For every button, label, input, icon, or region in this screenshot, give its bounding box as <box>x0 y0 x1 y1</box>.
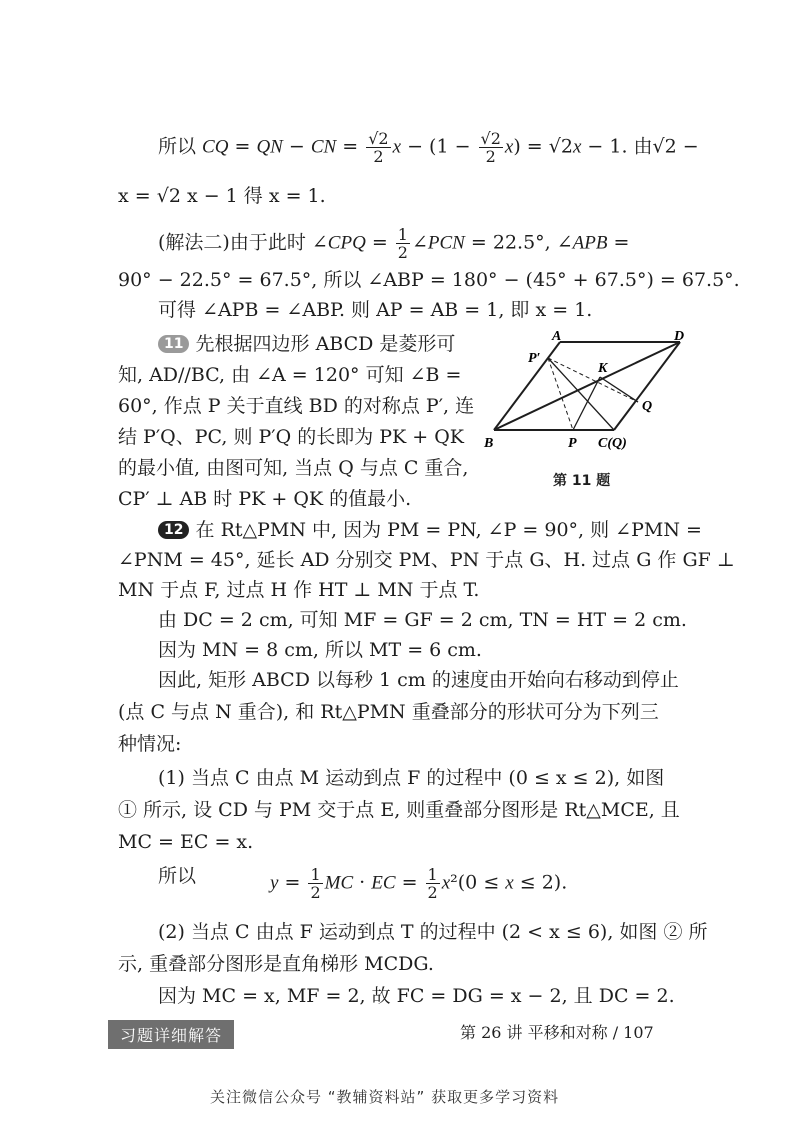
line-4: 90° − 22.5° = 67.5°, 所以 ∠ABP = 180° − (45° + 67.5°) = 67.5°. <box>118 269 740 291</box>
label-q: Q <box>642 399 653 414</box>
p12-line-14: (2) 当点 C 由点 F 运动到点 T 的过程中 (2 < x ≤ 6), 如图 ② 所 <box>158 921 708 943</box>
p12-line-6: 因此, 矩形 ABCD 以每秒 1 cm 的速度由开始向右移动到停止 <box>158 669 679 691</box>
p11-line-3: 60°, 作点 P 关于直线 BD 的对称点 P′, 连 <box>118 395 475 417</box>
p12-line-5: 因为 MN = 8 cm, 所以 MT = 6 cm. <box>158 639 482 661</box>
p12-line-4: 由 DC = 2 cm, 可知 MF = GF = 2 cm, TN = HT = 2 cm. <box>158 609 687 631</box>
line-3: (解法二)由于此时 ∠CPQ = $\frac{1}{2}$ ∠PCN = 22.5°, ∠APB = <box>158 225 630 262</box>
p11-line-2: 知, AD//BC, 由 ∠A = 120° 可知 ∠B = <box>118 364 462 386</box>
segment-kq <box>600 377 638 402</box>
p12-line-2: ∠PNM = 45°, 延长 AD 分别交 PM、PN 于点 G、H. 过点 G 作 GF ⊥ <box>118 549 735 571</box>
p12-line-9: (1) 当点 C 由点 M 运动到点 F 的过程中 (0 ≤ x ≤ 2), 如图 <box>158 767 665 789</box>
line-5: 可得 ∠APB = ∠ABP. 则 AP = AB = 1, 即 x = 1. <box>158 299 593 321</box>
p11-number: 11 <box>158 335 189 353</box>
edge-ab <box>494 342 560 430</box>
p12-number: 12 <box>158 521 189 539</box>
p12-formula: y = $\frac{1}{2}$ MC · EC = $\frac{1}{2}$ x²(0 ≤ x ≤ 2). <box>270 865 568 902</box>
p11-line-1: 11 先根据四边形 ABCD 是菱形可 <box>158 330 455 358</box>
segment-kp <box>573 377 600 430</box>
footer-page-info: 第 26 讲 平移和对称 / 107 <box>460 1023 654 1042</box>
p12-line-10: ① 所示, 设 CD 与 PM 交于点 E, 则重叠部分图形是 Rt△MCE, 且 <box>118 799 680 821</box>
line-2: x = √2 x − 1 得 x = 1. <box>118 185 326 207</box>
line-1: 所以 CQ = QN − CN = $\frac{√2}{2}$ x − (1 − $\frac{√2}{2}$ x) = √2x − 1. 由√2 − <box>158 129 699 166</box>
p12-line-8: 种情况: <box>118 733 182 755</box>
label-a: A <box>552 330 562 344</box>
p12-line-15: 示, 重叠部分图形是直角梯形 MCDG. <box>118 953 434 975</box>
p12-line-11: MC = EC = x. <box>118 831 254 853</box>
p12-line-1: 12 在 Rt△PMN 中, 因为 PM = PN, ∠P = 90°, 则 ∠PMN = <box>158 516 702 544</box>
label-d: D <box>674 330 685 344</box>
label-p: P <box>568 436 577 451</box>
dashed-pp-q <box>548 358 638 402</box>
p12-line-3: MN 于点 F, 过点 H 作 HT ⊥ MN 于点 T. <box>118 579 480 601</box>
edge-dc <box>614 342 680 430</box>
p12-line-7: (点 C 与点 N 重合), 和 Rt△PMN 重叠部分的形状可分为下列三 <box>118 701 659 723</box>
label-k: K <box>598 361 608 376</box>
figure-11-caption: 第 11 题 <box>553 473 611 489</box>
p11-line-6: CP′ ⊥ AB 时 PK + QK 的值最小. <box>118 488 412 510</box>
p11-line-4: 结 P′Q、PC, 则 P′Q 的长即为 PK + QK <box>118 426 464 448</box>
label-pp: P′ <box>528 351 541 366</box>
label-cq: C(Q) <box>598 436 627 451</box>
figure-11 <box>480 330 700 460</box>
footer-badge: 习题详细解答 <box>108 1020 234 1049</box>
diagonal-bd <box>494 342 680 430</box>
p12-line-16: 因为 MC = x, MF = 2, 故 FC = DG = x − 2, 且 DC = 2. <box>158 985 675 1007</box>
p12-line-12: 所以 <box>158 865 197 887</box>
watermark: 关注微信公众号 “教辅资料站” 获取更多学习资料 <box>210 1088 560 1106</box>
label-b: B <box>484 436 494 451</box>
p11-line-5: 的最小值, 由图可知, 当点 Q 与点 C 重合, <box>118 457 469 479</box>
